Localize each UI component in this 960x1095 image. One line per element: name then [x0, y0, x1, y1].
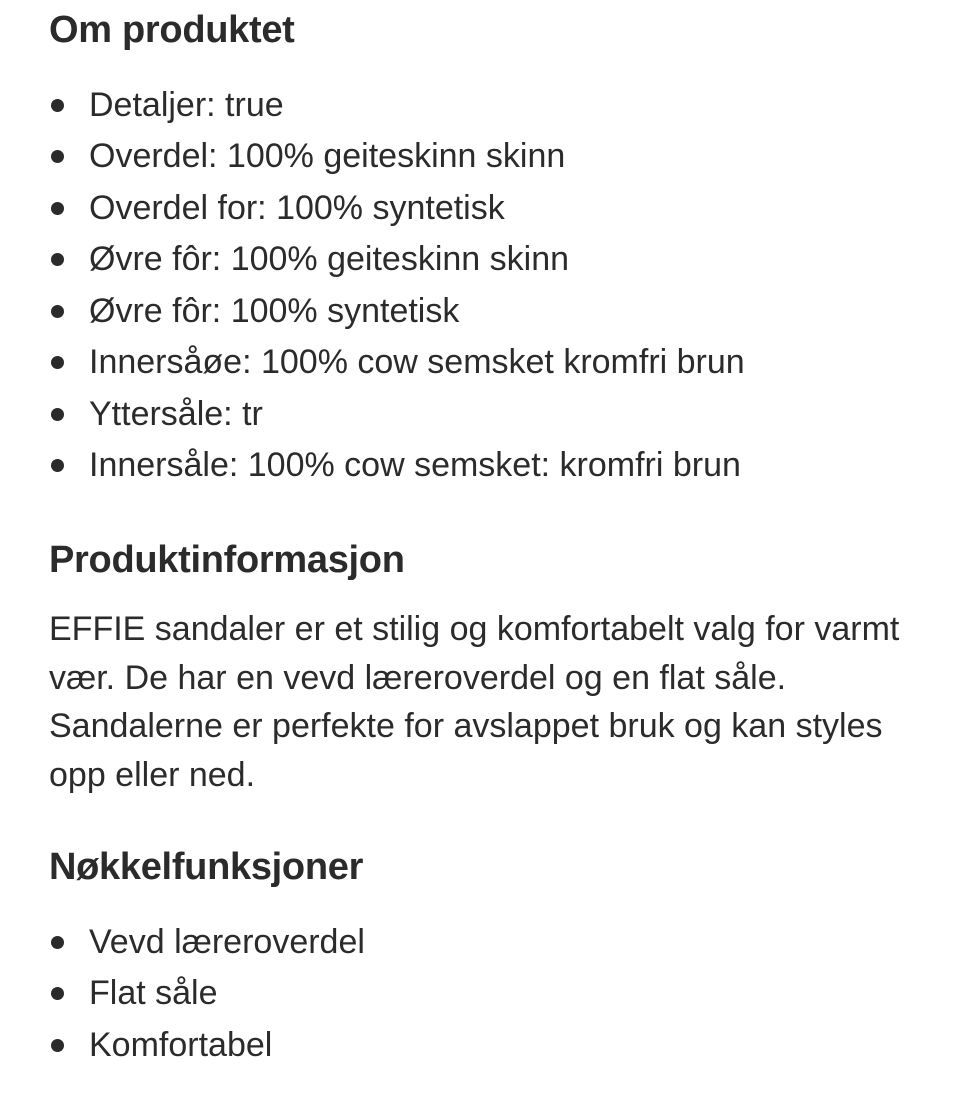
product-details [49, 0, 929, 1071]
section-heading-om-produktet: Om produktet [49, 9, 295, 51]
list-item-text: Overdel: 100% geiteskinn skinn [89, 137, 566, 176]
list-item [49, 183, 929, 235]
list-item-text: Innersåøe: 100% cow semsket kromfri brun [89, 343, 745, 382]
section-heading-nokkelfunksjoner: Nøkkelfunksjoner [49, 846, 364, 889]
list-item [49, 917, 929, 969]
bullet-icon [51, 99, 64, 112]
bullet-icon [51, 408, 64, 421]
product-description: EFFIE sandaler er et stilig og komfortabelt valg for varmt vær. De har en vevd læreroverdel og en flat såle. Sandalerne er perfekte for avslappet bruk og kan styles opp eller ned. [49, 610, 900, 794]
list-item-text: Overdel for: 100% syntetisk [89, 188, 505, 227]
list-item-text: Flat såle [89, 974, 218, 1013]
list-item [49, 286, 929, 338]
list-item [49, 80, 929, 132]
bullet-icon [51, 202, 64, 215]
list-item [49, 131, 929, 183]
bullet-icon [51, 356, 64, 369]
list-item-text: Øvre fôr: 100% geiteskinn skinn [89, 240, 570, 279]
list-item-text: Øvre fôr: 100% syntetisk [89, 291, 460, 330]
list-item-text: Vevd læreroverdel [89, 922, 365, 961]
bullet-icon [51, 305, 64, 318]
bullet-icon [51, 150, 64, 163]
bullet-icon [51, 987, 64, 1000]
list-item [49, 1020, 929, 1072]
list-item [49, 440, 929, 492]
list-item [49, 389, 929, 441]
section-heading-produktinformasjon: Produktinformasjon [49, 538, 405, 581]
list-item-text: Komfortabel [89, 1025, 273, 1064]
bullet-icon [51, 936, 64, 949]
bullet-icon [51, 459, 64, 472]
list-item [49, 234, 929, 286]
list-item-text: Innersåle: 100% cow semsket: kromfri brun [89, 446, 741, 485]
list-item-text: Detaljer: true [89, 85, 284, 124]
key-features-list [49, 917, 929, 1072]
list-item-text: Yttersåle: tr [89, 394, 263, 433]
product-attributes-list [49, 80, 929, 492]
list-item [49, 968, 929, 1020]
list-item [49, 337, 929, 389]
bullet-icon [51, 253, 64, 266]
bullet-icon [51, 1039, 64, 1052]
